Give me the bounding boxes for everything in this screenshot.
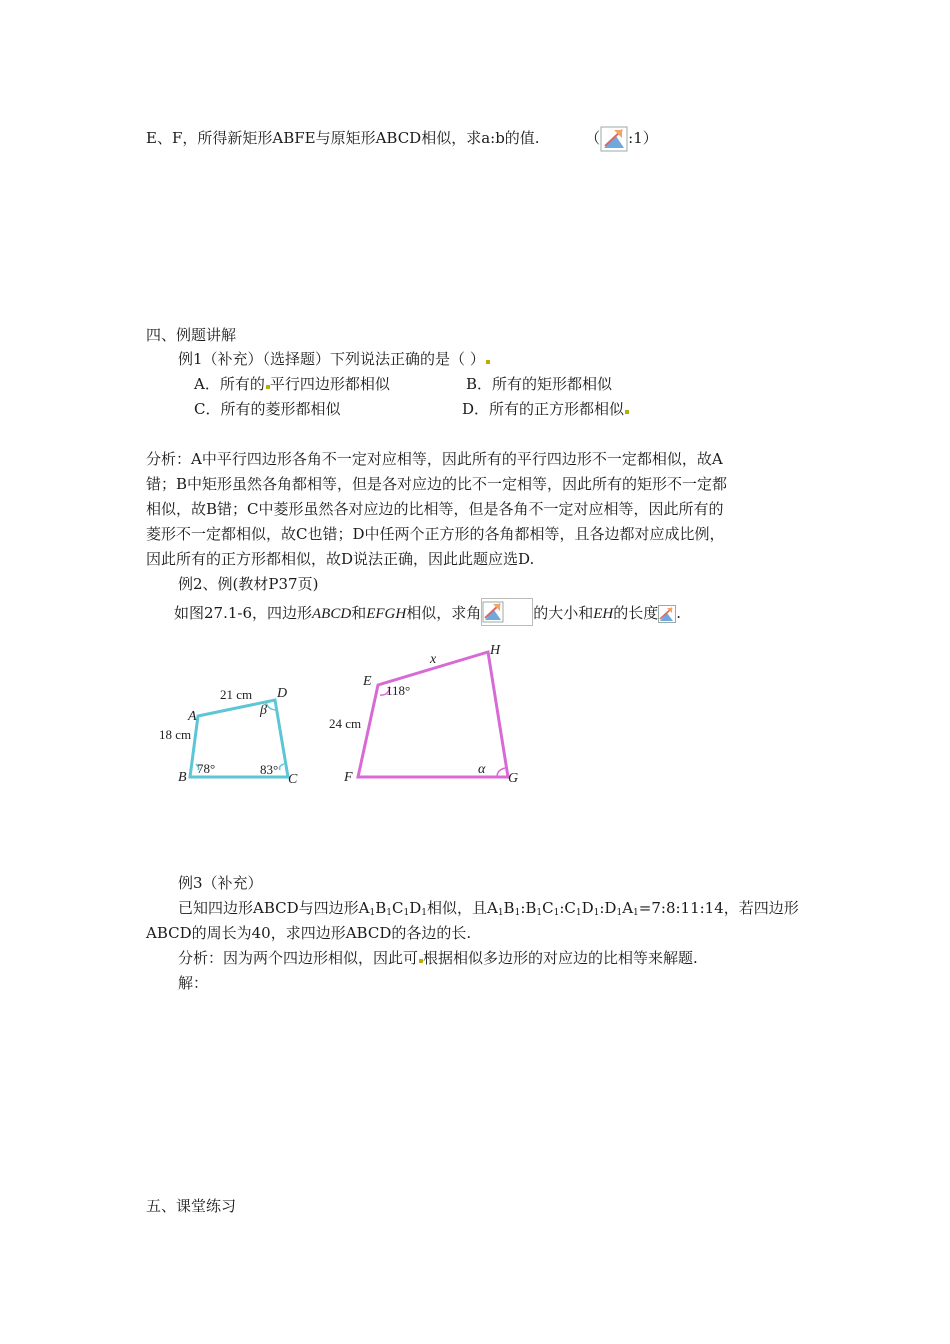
answer-open: （ — [585, 129, 601, 147]
opt-a-pre: A．所有的 — [194, 375, 265, 393]
angle-g-alpha: α — [478, 762, 486, 777]
ex3-line1: 已知四边形ABCD与四边形$A_1B_1C_1D_1$相似，且$A_1B_1:B_1C_1:C_1D_1:D_1A_1=7:8:11:14$，若四边形 — [178, 899, 799, 918]
side-ef-length: 24 cm — [329, 716, 362, 731]
vertex-b: B — [178, 770, 187, 785]
opt-a-post: 平行四边形都相似 — [269, 375, 390, 393]
top-question-line — [146, 126, 658, 152]
quad-efgh-shape — [358, 652, 508, 777]
ex2-mid: 相似，求角 — [406, 604, 482, 622]
ex2-stem — [174, 598, 681, 626]
vertex-a: A — [188, 709, 197, 724]
angle-d-beta: β — [260, 703, 267, 718]
answer-after: :1） — [628, 129, 658, 147]
marker-dot — [486, 360, 490, 364]
ex3-line2: ABCD的周长为40，求四边形ABCD的各边的长. — [146, 924, 472, 942]
opt-d-text: D．所有的正方形都相似 — [462, 400, 625, 418]
ex3-line1-end: =7:8:11:14，若四边形 — [638, 899, 799, 917]
angle-b-value: 78° — [197, 761, 216, 776]
ex2-end: 的长度 — [613, 604, 659, 622]
ex3-title: 例3（补充） — [178, 874, 263, 892]
analysis-line: 菱形不一定都相似，故C也错；D中任两个正方形的各角都相等，且各边都对应成比例， — [146, 525, 725, 543]
analysis-line: 错；B中矩形虽然各角都相等，但是各对应边的比不一定相等，因此所有的矩形不一定都 — [146, 475, 728, 493]
similar-quadrilaterals-figure — [150, 640, 550, 790]
side-ab-length: 18 cm — [159, 727, 192, 742]
broken-image-icon — [481, 598, 533, 626]
side-eh-x: x — [430, 652, 437, 667]
vertex-f: F — [344, 770, 353, 785]
ex1-option-d — [462, 398, 629, 420]
analysis-line: 因此所有的正方形都相似，故D说法正确，因此此题应选D. — [146, 550, 535, 568]
ex1-option-c: C．所有的菱形都相似 — [194, 400, 341, 418]
ex3-line1-pre: 已知四边形ABCD与四边形A — [178, 899, 370, 917]
section5-heading: 五、课堂练习 — [146, 1197, 237, 1215]
ex2-title: 例2、例(教材P37页) — [178, 575, 319, 593]
analysis-line: 分析：A中平行四边形各角不一定对应相等，因此所有的平行四边形不一定都相似，故A — [146, 450, 723, 468]
vertex-c: C — [288, 772, 298, 787]
marker-dot — [625, 410, 629, 414]
segment-eh: EH — [593, 606, 614, 622]
ex3-analysis — [178, 947, 698, 969]
quad-abcd: ABCD — [312, 606, 352, 622]
broken-image-icon — [600, 126, 628, 152]
side-ad-length: 21 cm — [220, 687, 253, 702]
ex2-mid2: 的大小和 — [533, 604, 594, 622]
vertex-h: H — [490, 643, 501, 658]
ex3-analysis-pre: 分析：因为两个四边形相似，因此可 — [178, 949, 419, 967]
ex1-stem-text: 例1（补充）（选择题）下列说法正确的是（ ） — [178, 350, 485, 368]
section4-heading: 四、例题讲解 — [146, 326, 237, 344]
ex1-option-b: B．所有的矩形都相似 — [466, 375, 613, 393]
ex2-period: . — [676, 604, 682, 622]
ex1-option-a — [194, 373, 390, 395]
angle-e-value: 118° — [386, 683, 411, 698]
angle-c-arc — [280, 764, 285, 770]
ex1-stem — [178, 348, 490, 370]
top-question-text: E、F，所得新矩形ABFE与原矩形ABCD相似，求a:b的值. — [146, 129, 540, 147]
ex3-solution: 解： — [178, 974, 209, 992]
ex3-analysis-post: 根据相似多边形的对应边的比相等来解题. — [423, 949, 698, 967]
broken-image-icon — [658, 605, 676, 623]
quad-efgh: EFGH — [366, 606, 407, 622]
analysis-line: 相似，故B错；C中菱形虽然各对应边的比相等，但是各角不一定对应相等，因此所有的 — [146, 500, 724, 518]
vertex-e: E — [363, 674, 372, 689]
ex2-and: 和 — [351, 604, 367, 622]
vertex-d: D — [277, 686, 288, 701]
ex2-stem-pre: 如图27.1-6，四边形 — [174, 604, 313, 622]
vertex-g: G — [508, 771, 519, 786]
ex3-line1-rest: 相似，且A — [426, 899, 498, 917]
angle-c-value: 83° — [260, 762, 279, 777]
